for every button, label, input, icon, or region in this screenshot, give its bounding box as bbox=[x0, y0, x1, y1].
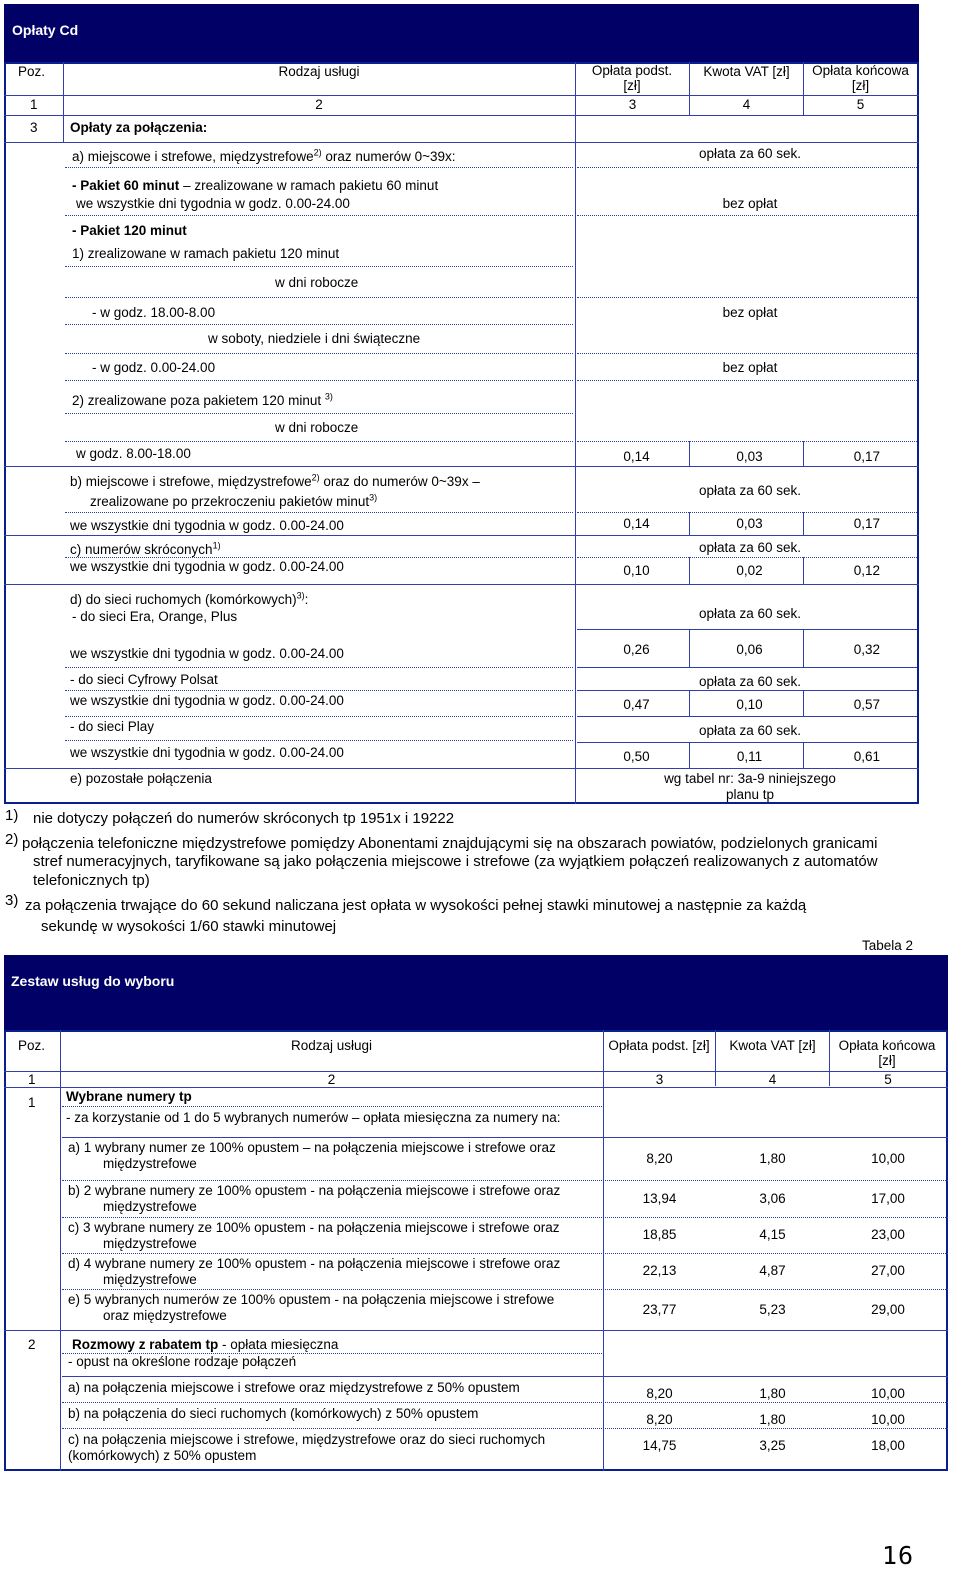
option-row-label-1: c) 3 wybrane numery ze 100% opustem - na połączenia miejscowe i strefowe oraz bbox=[68, 1220, 560, 1235]
table1-header-koncowa: Opłata końcowa [zł] bbox=[812, 63, 909, 93]
footnote-2-text-2: stref numeracyjnych, taryfikowane są jako połączenia miejscowe i strefowe (za wyjątkiem połączeń realizowanych z automatów bbox=[33, 853, 878, 870]
play-total: 0,61 bbox=[853, 749, 880, 764]
cyfrowy-polsat-total: 0,57 bbox=[853, 697, 880, 712]
section-3-number: 3 bbox=[30, 120, 38, 135]
table2-num-4: 4 bbox=[768, 1072, 777, 1087]
option-row-label-2: oraz międzystrefowe bbox=[103, 1308, 227, 1323]
table2-header-poz: Poz. bbox=[18, 1038, 46, 1053]
option-row-vat: 5,23 bbox=[759, 1301, 786, 1317]
discount-row-vat: 3,25 bbox=[759, 1438, 786, 1453]
hours-0-24-price: bez opłat bbox=[722, 360, 778, 375]
table2-title-bar bbox=[4, 955, 948, 1030]
option-row-vat: 4,87 bbox=[759, 1263, 786, 1278]
row-d-base: 0,26 bbox=[623, 642, 650, 657]
row-c-total: 0,12 bbox=[853, 563, 880, 578]
discount-row-total: 10,00 bbox=[871, 1412, 905, 1427]
table-caption: Tabela 2 bbox=[862, 938, 914, 953]
row-e-price-1: wg tabel nr: 3a-9 niniejszego bbox=[664, 771, 836, 786]
row-b-base: 0,14 bbox=[623, 516, 650, 531]
option-row-total: 27,00 bbox=[871, 1263, 905, 1278]
table2-header-oplata-podst: Opłata podst. [zł] bbox=[608, 1038, 710, 1053]
section-1-title: Wybrane numery tp bbox=[66, 1089, 192, 1104]
table1-num-4: 4 bbox=[742, 97, 751, 112]
row-d-price: opłata za 60 sek. bbox=[698, 606, 802, 621]
weekends-label: w soboty, niedziele i dni świąteczne bbox=[208, 331, 421, 346]
discount-row-base: 8,20 bbox=[646, 1412, 673, 1427]
pakiet-120-label: - Pakiet 120 minut bbox=[72, 223, 187, 238]
table2-num-3: 3 bbox=[655, 1072, 664, 1087]
footnote-1-text: nie dotyczy połączeń do numerów skróconych tp 1951x i 19222 bbox=[33, 810, 455, 827]
table1-num-5: 5 bbox=[856, 97, 865, 112]
cyfrowy-polsat-label: - do sieci Cyfrowy Polsat bbox=[70, 672, 218, 687]
section-2-title: Rozmowy z rabatem tp - opłata miesięczna bbox=[72, 1337, 339, 1352]
cyfrowy-polsat-hours: we wszystkie dni tygodnia w godz. 0.00-24.00 bbox=[70, 693, 344, 708]
row-a-label: a) miejscowe i strefowe, międzystrefowe$^{2)}$ oraz numerów 0~39x: bbox=[72, 147, 456, 164]
row-c-hours: we wszystkie dni tygodnia w godz. 0.00-24.00 bbox=[70, 559, 344, 574]
option-row-label-2: międzystrefowe bbox=[103, 1199, 197, 1214]
play-base: 0,50 bbox=[623, 749, 650, 764]
discount-row-vat: 1,80 bbox=[759, 1386, 786, 1401]
option-row-label-1: d) 4 wybrane numery ze 100% opustem - na połączenia miejscowe i strefowe oraz bbox=[68, 1256, 561, 1271]
option-row-total: 17,00 bbox=[871, 1190, 905, 1206]
table2-header-vat: Kwota VAT [zł] bbox=[729, 1038, 816, 1053]
hours-8-18-label: w godz. 8.00-18.00 bbox=[76, 446, 191, 461]
section-3-title: Opłaty za połączenia: bbox=[70, 120, 208, 135]
row-b-vat: 0,03 bbox=[736, 516, 763, 531]
row-d-label: d) do sieci ruchomych (komórkowych)$^{3)}$: bbox=[70, 590, 309, 607]
option-row-total: 29,00 bbox=[871, 1301, 905, 1317]
hours-18-8-price: bez opłat bbox=[722, 305, 778, 320]
table1-num-1: 1 bbox=[30, 97, 38, 112]
play-hours: we wszystkie dni tygodnia w godz. 0.00-24.00 bbox=[70, 745, 344, 760]
table2-header-rodzaj: Rodzaj usługi bbox=[290, 1038, 373, 1053]
option-row-base: 18,85 bbox=[642, 1227, 677, 1242]
option-row-label-2: międzystrefowe bbox=[103, 1156, 197, 1171]
discount-row-label-1: b) na połączenia do sieci ruchomych (komórkowych) z 50% opustem bbox=[68, 1406, 479, 1421]
table1-header-poz: Poz. bbox=[18, 64, 46, 79]
section-1-number: 1 bbox=[28, 1095, 36, 1110]
table1-header-oplata-podst: Opłata podst. [zł] bbox=[591, 63, 673, 93]
table2-num-5: 5 bbox=[884, 1072, 892, 1087]
row-b-hours: we wszystkie dni tygodnia w godz. 0.00-24.00 bbox=[70, 518, 344, 533]
section-2-subtitle: - opust na określone rodzaje połączeń bbox=[68, 1354, 297, 1369]
cyfrowy-polsat-base: 0,47 bbox=[623, 697, 650, 712]
row-a-price: opłata za 60 sek. bbox=[698, 146, 802, 161]
working-days-label-2: w dni robocze bbox=[275, 420, 359, 435]
row-d-vat: 0,06 bbox=[736, 642, 763, 657]
row-d-hours: we wszystkie dni tygodnia w godz. 0.00-24.00 bbox=[70, 646, 344, 661]
cyfrowy-polsat-vat: 0,10 bbox=[736, 697, 763, 712]
play-vat: 0,11 bbox=[736, 749, 763, 764]
hours-8-18-vat: 0,03 bbox=[736, 449, 763, 464]
discount-row-total: 18,00 bbox=[871, 1438, 905, 1453]
option-row-vat: 3,06 bbox=[759, 1190, 786, 1206]
table1-num-2: 2 bbox=[315, 97, 323, 112]
section-2-number: 2 bbox=[28, 1337, 36, 1352]
table2-title: Zestaw usług do wyboru bbox=[11, 973, 175, 989]
discount-row-label-2: (komórkowych) z 50% opustem bbox=[68, 1448, 257, 1463]
footnote-2-text-1: połączenia telefoniczne międzystrefowe pomiędzy Abonentami znajdującymi się na obszarach powiatów, podzielonych granicami bbox=[22, 835, 878, 852]
pakiet-120-in-package: 1) zrealizowane w ramach pakietu 120 minut bbox=[72, 246, 340, 261]
footnote-2-marker: 2) bbox=[5, 831, 19, 848]
discount-row-base: 8,20 bbox=[646, 1386, 673, 1401]
row-c-label: c) numerów skróconych$^{1)}$ bbox=[70, 540, 221, 557]
hours-0-24-label: - w godz. 0.00-24.00 bbox=[92, 360, 216, 375]
discount-row-label-1: c) na połączenia miejscowe i strefowe, międzystrefowe oraz do sieci ruchomych bbox=[68, 1432, 546, 1447]
table2-header-koncowa: Opłata końcowa [zł] bbox=[838, 1038, 936, 1068]
pakiet-60-hours: we wszystkie dni tygodnia w godz. 0.00-24.00 bbox=[76, 196, 350, 211]
cyfrowy-polsat-price: opłata za 60 sek. bbox=[698, 674, 802, 689]
discount-row-vat: 1,80 bbox=[759, 1412, 786, 1427]
row-d-label-2: - do sieci Era, Orange, Plus bbox=[72, 609, 238, 624]
row-b-label: b) miejscowe i strefowe, międzystrefowe$^{2)}$ oraz do numerów 0~39x – bbox=[70, 472, 480, 489]
option-row-vat: 4,15 bbox=[759, 1227, 786, 1242]
option-row-vat: 1,80 bbox=[759, 1150, 786, 1166]
hours-18-8-label: - w godz. 18.00-8.00 bbox=[92, 305, 216, 320]
table1-num-3: 3 bbox=[628, 97, 637, 112]
option-row-label-2: międzystrefowe bbox=[103, 1272, 197, 1287]
table1-header-rodzaj: Rodzaj usługi bbox=[278, 64, 360, 79]
footnote-2-text-3: telefonicznych tp) bbox=[33, 872, 150, 889]
table1-header-vat: Kwota VAT [zł] bbox=[703, 64, 790, 79]
table2-num-2: 2 bbox=[327, 1072, 336, 1087]
outside-package-label: 2) zrealizowane poza pakietem 120 minut $^{3)}$ bbox=[72, 391, 333, 408]
table1-title-bar bbox=[4, 4, 919, 62]
play-label: - do sieci Play bbox=[70, 719, 155, 734]
row-e-label: e) pozostałe połączenia bbox=[70, 771, 212, 786]
option-row-base: 13,94 bbox=[642, 1190, 677, 1206]
option-row-base: 23,77 bbox=[642, 1301, 677, 1317]
row-c-base: 0,10 bbox=[623, 563, 650, 578]
hours-8-18-base: 0,14 bbox=[623, 449, 650, 464]
option-row-label-1: a) 1 wybrany numer ze 100% opustem – na połączenia miejscowe i strefowe oraz bbox=[68, 1140, 556, 1155]
footnote-3-marker: 3) bbox=[5, 892, 19, 909]
row-e-price-2: planu tp bbox=[725, 787, 775, 802]
hours-8-18-total: 0,17 bbox=[853, 449, 880, 464]
row-d-total: 0,32 bbox=[853, 642, 880, 657]
discount-row-total: 10,00 bbox=[871, 1386, 905, 1401]
option-row-label-2: międzystrefowe bbox=[103, 1236, 197, 1251]
row-b-label-2: zrealizowane po przekroczeniu pakietów minut$^{3)}$ bbox=[90, 492, 378, 509]
page-number: 16 bbox=[882, 1541, 915, 1570]
discount-row-base: 14,75 bbox=[642, 1438, 677, 1453]
play-price: opłata za 60 sek. bbox=[698, 723, 802, 738]
pakiet-60-price: bez opłat bbox=[722, 196, 778, 211]
working-days-label-1: w dni robocze bbox=[275, 275, 359, 290]
row-c-price: opłata za 60 sek. bbox=[698, 540, 802, 555]
section-1-subtitle: - za korzystanie od 1 do 5 wybranych numerów – opłata miesięczna za numery na: bbox=[66, 1110, 561, 1125]
table1-title: Opłaty Cd bbox=[12, 22, 79, 38]
option-row-label-1: e) 5 wybranych numerów ze 100% opustem - na połączenia miejscowe i strefowe bbox=[68, 1292, 555, 1307]
row-b-total: 0,17 bbox=[853, 516, 880, 531]
table2-num-1: 1 bbox=[28, 1072, 36, 1087]
option-row-label-1: b) 2 wybrane numery ze 100% opustem - na połączenia miejscowe i strefowe oraz bbox=[68, 1183, 561, 1198]
footnote-3-text-1: za połączenia trwające do 60 sekund naliczana jest opłata w wysokości pełnej stawki minutowej a następnie za każdą bbox=[25, 897, 807, 914]
pakiet-60-label: - Pakiet 60 minut – zrealizowane w ramach pakietu 60 minut bbox=[72, 178, 439, 193]
footnote-1-marker: 1) bbox=[5, 807, 19, 824]
row-c-vat: 0,02 bbox=[736, 563, 763, 578]
option-row-total: 23,00 bbox=[871, 1227, 905, 1242]
footnote-3-text-2: sekundę w wysokości 1/60 stawki minutowej bbox=[41, 918, 337, 935]
discount-row-label-1: a) na połączenia miejscowe i strefowe oraz międzystrefowe z 50% opustem bbox=[68, 1380, 520, 1395]
option-row-base: 22,13 bbox=[642, 1263, 677, 1278]
option-row-total: 10,00 bbox=[871, 1150, 905, 1166]
row-b-price: opłata za 60 sek. bbox=[698, 483, 802, 498]
option-row-base: 8,20 bbox=[646, 1150, 673, 1166]
